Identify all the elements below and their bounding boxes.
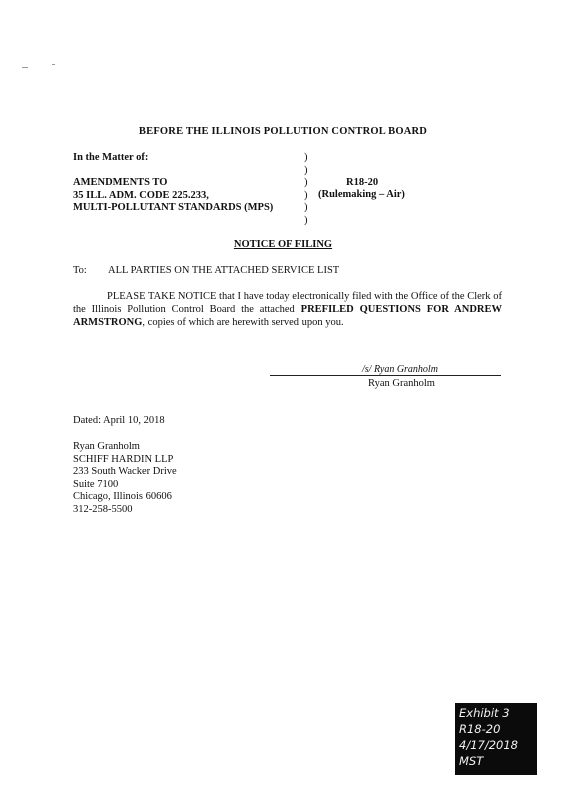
- stamp-line: Exhibit 3: [459, 706, 510, 720]
- caption-line: AMENDMENTS TO: [73, 177, 168, 188]
- notice-body: [73, 290, 502, 329]
- address-line: Ryan Granholm: [73, 441, 140, 452]
- signer-name: Ryan Granholm: [368, 378, 435, 389]
- caption-line: [73, 165, 273, 178]
- to-recipients: ALL PARTIES ON THE ATTACHED SERVICE LIST: [108, 265, 340, 276]
- stamp-line: 4/17/2018: [459, 738, 518, 752]
- caption-parentheses: [304, 152, 308, 227]
- stamp-line: MST: [459, 754, 484, 768]
- scan-speck: [22, 67, 28, 68]
- rulemaking-type: (Rulemaking – Air): [318, 189, 405, 200]
- address-line: Suite 7100: [73, 478, 119, 490]
- caption-matter: [73, 152, 273, 215]
- caption-paren: ): [304, 214, 308, 226]
- date-line: Dated: April 10, 2018: [73, 415, 165, 426]
- notice-heading: NOTICE OF FILING: [233, 239, 333, 250]
- address-line: 312-258-5500: [73, 503, 133, 515]
- caption-paren: ): [304, 202, 308, 213]
- caption-line: In the Matter of:: [73, 152, 149, 163]
- caption-paren: ): [304, 164, 308, 176]
- notice-body-text: PLEASE TAKE NOTICE that I have today electronically filed with the Office of the Clerk of the Illinois Pollution Control Board the attached: [73, 291, 502, 315]
- scan-speck: [52, 64, 55, 65]
- address-line: SCHIFF HARDIN LLP: [73, 453, 174, 465]
- caption-line: 35 ILL. ADM. CODE 225.233,: [73, 189, 209, 201]
- notice-body-end: , copies of which are herewith served upon you.: [142, 317, 344, 328]
- address-line: 233 South Wacker Drive: [73, 466, 177, 477]
- caption-line: MULTI-POLLUTANT STANDARDS (MPS): [73, 202, 274, 213]
- notice-body-bold: PREFILED QUESTIONS FOR ANDREW ARMSTRONG: [73, 304, 503, 328]
- stamp-line: R18-20: [459, 722, 501, 736]
- exhibit-stamp: [455, 703, 537, 775]
- address-block: [73, 441, 177, 516]
- address-line: Chicago, Illinois 60606: [73, 491, 172, 502]
- electronic-signature: /s/ Ryan Granholm: [362, 364, 438, 375]
- docket-number: R18-20: [346, 177, 379, 188]
- signature-line: [270, 375, 501, 376]
- caption-paren: ): [304, 189, 308, 201]
- caption-paren: ): [304, 177, 308, 188]
- to-label: To:: [73, 265, 87, 276]
- caption-paren: ): [304, 152, 308, 163]
- court-title: BEFORE THE ILLINOIS POLLUTION CONTROL BOARD: [138, 126, 428, 137]
